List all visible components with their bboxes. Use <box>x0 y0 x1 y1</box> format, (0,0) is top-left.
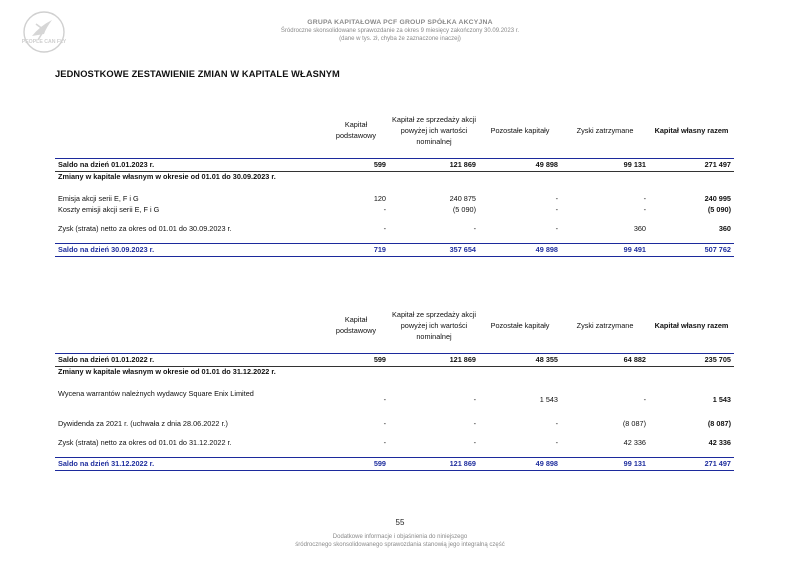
equity-table-2023 <box>55 104 734 257</box>
row-label: Koszty emisji akcji serii E, F i G <box>58 205 160 214</box>
row-label: Wycena warrantów należnych wydawcy Square Enix Limited <box>58 388 254 398</box>
cell-value: 99 131 <box>561 457 649 470</box>
cell-value: - <box>383 205 386 214</box>
row-label: Saldo na dzień 01.01.2023 r. <box>55 158 323 171</box>
col-header-retained-earnings: Zyski zatrzymane <box>576 125 634 135</box>
section-heading-row <box>55 171 734 194</box>
col-header-other-capital: Pozostałe kapitały <box>490 125 550 135</box>
corner-header <box>55 104 323 158</box>
col-header-share-capital: Kapitał podstawowy <box>335 315 377 336</box>
cell-value: 357 654 <box>389 243 479 256</box>
cell-value: - <box>473 394 476 404</box>
cell-value: 99 491 <box>561 243 649 256</box>
cell-value: 271 497 <box>649 158 734 171</box>
cell-value: (8 087) <box>707 419 731 428</box>
page-number: 55 <box>395 518 405 527</box>
opening-balance-row <box>55 353 734 366</box>
table-row <box>55 194 734 205</box>
cell-value: 49 898 <box>479 243 561 256</box>
cell-value: - <box>473 224 476 233</box>
col-header-total-equity: Kapitał własny razem <box>654 320 729 330</box>
closing-balance-row <box>55 457 734 470</box>
row-label: Dywidenda za 2021 r. (uchwała z dnia 28.06.2022 r.) <box>58 419 228 428</box>
cell-value: 1 543 <box>539 394 558 404</box>
cell-value: - <box>555 194 558 203</box>
cell-value: - <box>555 224 558 233</box>
cell-value: 235 705 <box>649 353 734 366</box>
cell-value: 64 882 <box>561 353 649 366</box>
document-header <box>0 19 800 43</box>
table-row <box>55 389 734 411</box>
cell-value: - <box>383 438 386 447</box>
row-label: Emisja akcji serii E, F i G <box>58 194 139 203</box>
section-title: JEDNOSTKOWE ZESTAWIENIE ZMIAN W KAPITALE WŁASNYM <box>55 69 340 79</box>
logo-text: PEOPLE CAN FLY <box>22 39 66 45</box>
row-label: Saldo na dzień 31.12.2022 r. <box>55 457 323 470</box>
cell-value: - <box>555 438 558 447</box>
footer-line-2: śródrocznego skonsolidowanego sprawozdania stanowią jego integralną część <box>295 542 505 548</box>
report-subtitle: Śródroczne skonsolidowane sprawozdanie za okres 9 miesięcy zakończony 30.09.2023 r. <box>280 28 520 34</box>
cell-value: - <box>643 194 646 203</box>
opening-balance-row <box>55 158 734 171</box>
table-row <box>55 205 734 216</box>
cell-value: 42 336 <box>708 438 731 447</box>
cell-value: 48 355 <box>479 353 561 366</box>
company-name: GRUPA KAPITAŁOWA PCF GROUP SPÓŁKA AKCYJNA <box>307 19 493 26</box>
table-row <box>55 438 734 449</box>
cell-value: 99 131 <box>561 158 649 171</box>
cell-value: 507 762 <box>649 243 734 256</box>
col-header-retained-earnings: Zyski zatrzymane <box>576 320 634 330</box>
cell-value: 240 995 <box>704 194 731 203</box>
cell-value: 599 <box>323 353 389 366</box>
cell-value: 49 898 <box>479 158 561 171</box>
row-label: Saldo na dzień 01.01.2022 r. <box>55 353 323 366</box>
row-label: Zysk (strata) netto za okres od 01.01 do 31.12.2022 r. <box>58 438 232 447</box>
cell-value: 599 <box>323 457 389 470</box>
cell-value: 120 <box>373 194 386 203</box>
cell-value: 360 <box>633 224 646 233</box>
cell-value: (8 087) <box>622 419 646 428</box>
corner-header <box>55 299 323 353</box>
col-header-share-premium: Kapitał ze sprzedaży akcji powyżej ich wartości nominalnej <box>392 309 476 341</box>
page-footer <box>0 533 800 549</box>
section-heading-row <box>55 366 734 389</box>
table-row <box>55 419 734 430</box>
cell-value: - <box>643 394 646 404</box>
section-heading: Zmiany w kapitale własnym w okresie od 01.01 do 31.12.2022 r. <box>58 366 276 376</box>
cell-value: 121 869 <box>389 353 479 366</box>
table-row <box>55 224 734 235</box>
cell-value: - <box>473 419 476 428</box>
cell-value: (5 090) <box>707 205 731 214</box>
cell-value: - <box>555 205 558 214</box>
cell-value: 49 898 <box>479 457 561 470</box>
cell-value: 121 869 <box>389 457 479 470</box>
cell-value: - <box>643 205 646 214</box>
cell-value: 1 543 <box>712 394 731 404</box>
cell-value: - <box>383 224 386 233</box>
cell-value: 240 875 <box>449 194 476 203</box>
equity-table-2022 <box>55 299 734 471</box>
closing-balance-row <box>55 243 734 256</box>
cell-value: (5 090) <box>452 205 476 214</box>
row-label: Zysk (strata) netto za okres od 01.01 do 30.09.2023 r. <box>58 224 232 233</box>
cell-value: 599 <box>323 158 389 171</box>
section-heading: Zmiany w kapitale własnym w okresie od 01.01 do 30.09.2023 r. <box>58 171 276 181</box>
row-label: Saldo na dzień 30.09.2023 r. <box>55 243 323 256</box>
cell-value: 42 336 <box>623 438 646 447</box>
col-header-share-premium: Kapitał ze sprzedaży akcji powyżej ich wartości nominalnej <box>392 114 476 146</box>
cell-value: - <box>383 419 386 428</box>
cell-value: 719 <box>323 243 389 256</box>
cell-value: 360 <box>718 224 731 233</box>
cell-value: - <box>473 438 476 447</box>
col-header-total-equity: Kapitał własny razem <box>654 125 729 135</box>
cell-value: - <box>383 394 386 404</box>
units-note: (dane w tys. zł, chyba że zaznaczone inaczej) <box>339 36 461 42</box>
cell-value: 121 869 <box>389 158 479 171</box>
col-header-other-capital: Pozostałe kapitały <box>490 320 550 330</box>
cell-value: 271 497 <box>649 457 734 470</box>
footer-line-1: Dodatkowe informacje i objaśnienia do niniejszego <box>332 534 468 540</box>
col-header-share-capital: Kapitał podstawowy <box>335 120 377 141</box>
cell-value: - <box>555 419 558 428</box>
